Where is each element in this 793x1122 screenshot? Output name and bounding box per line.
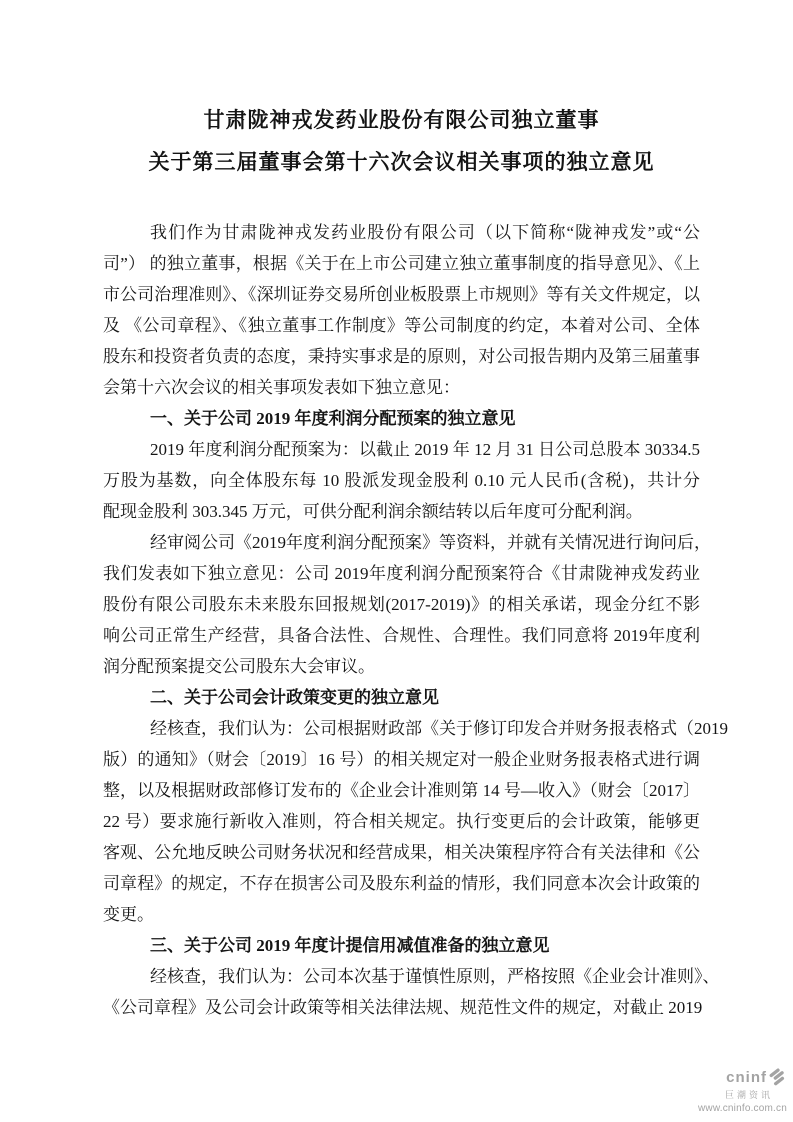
text-line: 22 号）要求施行新收入准则，符合相关规定。执行变更后的会计政策，能够更 (103, 812, 700, 831)
text-line: 变更。 (103, 905, 154, 924)
text-line: 我们作为甘肃陇神戎发药业股份有限公司（以下简称“陇神戎发”或“公 (150, 223, 700, 242)
cninfo-logo (698, 1067, 787, 1114)
text-line: 润分配预案提交公司股东大会审议。 (103, 657, 375, 676)
text-line: 股东和投资者负责的态度，秉持实事求是的原则，对公司报告期内及第三届董事 (103, 347, 700, 366)
text-line: 经核查，我们认为：公司根据财政部《关于修订印发合并财务报表格式（2019 (150, 719, 728, 738)
text-line: 我们发表如下独立意见：公司 2019年度利润分配预案符合《甘肃陇神戎发药业 (103, 564, 700, 583)
document-content (103, 99, 728, 1023)
text-line: 经审阅公司《2019年度利润分配预案》等资料，并就有关情况进行询问后， (150, 533, 711, 552)
text-line: 司章程》的规定，不存在损害公司及股东利益的情形，我们同意本次会计政策的 (103, 874, 700, 893)
text-line: 版）的通知》（财会〔2019〕16 号）的相关规定对一般企业财务报表格式进行调 (103, 750, 700, 769)
cninfo-brand: cninf (726, 1069, 767, 1087)
document-title-line-1: 甘肃陇神戎发药业股份有限公司独立董事 (203, 108, 600, 132)
cninfo-swirl-icon (768, 1067, 787, 1091)
section-heading-3: 三、关于公司 2019 年度计提信用减值准备的独立意见 (150, 936, 550, 955)
text-line: 司”） 的独立董事，根据《关于在上市公司建立独立董事制度的指导意见》、《上 (103, 254, 700, 273)
text-line: 《公司章程》及公司会计政策等相关法律法规、规范性文件的规定，对截止 2019 (103, 998, 703, 1017)
text-line: 2019 年度利润分配预案为：以截止 2019 年 12 月 31 日公司总股本 30334.5 (150, 440, 700, 459)
section-heading-2: 二、关于公司会计政策变更的独立意见 (150, 688, 439, 707)
text-line: 整，以及根据财政部修订发布的《企业会计准则第 14 号—收入》（财会〔2017〕 (103, 781, 700, 800)
text-line: 客观、公允地反映公司财务状况和经营成果，相关决策程序符合有关法律和《公 (103, 843, 700, 862)
text-line: 及 《公司章程》、《独立董事工作制度》等公司制度的约定，本着对公司、全体 (103, 316, 700, 335)
cninfo-website: www.cninfo.com.cn (698, 1103, 787, 1114)
text-line: 响公司正常生产经营，具备合法性、合规性、合理性。我们同意将 2019年度利 (103, 626, 700, 645)
document-body (103, 217, 728, 1023)
cninfo-brand-row (698, 1067, 787, 1091)
text-line: 股份有限公司股东未来股东回报规划(2017-2019)》的相关承诺，现金分红不影 (103, 595, 700, 614)
text-line: 市公司治理准则》、《深圳证券交易所创业板股票上市规则》等有关文件规定，以 (103, 285, 700, 304)
text-line: 经核查，我们认为：公司本次基于谨慎性原则，严格按照《企业会计准则》、 (150, 967, 720, 986)
document-title-line-2: 关于第三届董事会第十六次会议相关事项的独立意见 (148, 150, 655, 174)
text-line: 万股为基数，向全体股东每 10 股派发现金股利 0.10 元人民币(含税)，共计分 (103, 471, 700, 490)
cninfo-chinese-name: 巨潮资讯 (724, 1090, 773, 1101)
text-line: 配现金股利 303.345 万元，可供分配利润余额结转以后年度可分配利润。 (103, 502, 643, 521)
section-heading-1: 一、关于公司 2019 年度利润分配预案的独立意见 (150, 409, 516, 428)
text-line: 会第十六次会议的相关事项发表如下独立意见： (103, 378, 460, 397)
